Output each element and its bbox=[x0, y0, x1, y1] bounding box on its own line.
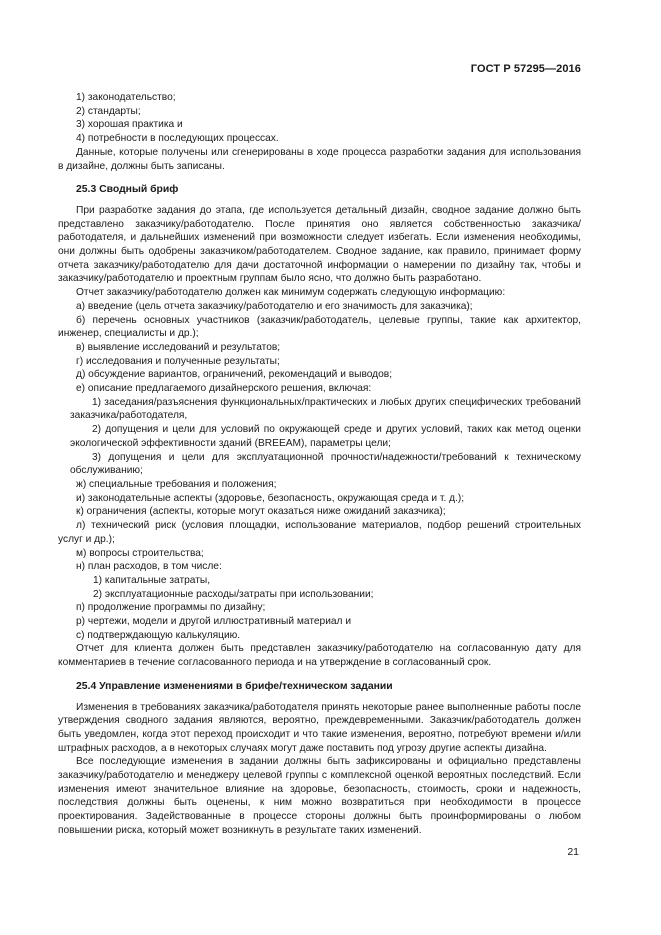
sub-list-item: 2) допущения и цели для условий по окружающей среде и других условий, таких как метод оценки экологической эффективности зданий (BREEAM), параметры цели; bbox=[70, 424, 581, 449]
list-item: м) вопросы строительства; bbox=[76, 547, 204, 559]
list-item: п) продолжение программы по дизайну; bbox=[76, 602, 266, 614]
sub-list-item: 2) эксплуатационные расходы/затраты при использовании; bbox=[93, 588, 374, 600]
paragraph: При разработке задания до этапа, где используется детальный дизайн, сводное задание должно быть представлено заказчику/работодателю. После принятия оно является собственностью заказчика/работодателя, и дальнейших изменений при возможности следует избегать. Если изменения необходимы, они должны быть одобрены заказчиком/работодателем. Сводное задание, как правило, принимает форму отчета заказчику/работодателю для дачи достаточной информации о намерении по дизайну так, чтобы и заказчику/работодателю и проектным группам было ясно, что должно быть разработано. bbox=[58, 204, 581, 285]
list-item: н) план расходов, в том числе: bbox=[76, 561, 222, 573]
page-number: 21 bbox=[567, 846, 579, 858]
page-content bbox=[58, 91, 581, 838]
standard-code: ГОСТ Р 57295—2016 bbox=[470, 63, 581, 75]
section-heading-25-3: 25.3 Сводный бриф bbox=[76, 184, 179, 196]
section-heading-25-4: 25.4 Управление изменениями в брифе/техническом задании bbox=[76, 680, 393, 692]
list-item: б) перечень основных участников (заказчик/работодатель, целевые группы, такие как архитектор, инженер, специалисты и др.); bbox=[58, 314, 581, 340]
list-item: ж) специальные требования и положения; bbox=[76, 478, 277, 490]
list-item: л) технический риск (условия площадки, использование материалов, подбор решений строительных услуг и др.); bbox=[58, 520, 581, 545]
list-item: г) исследования и полученные результаты; bbox=[76, 355, 280, 367]
list-item: 3) хорошая практика и bbox=[76, 119, 183, 131]
paragraph: Все последующие изменения в задании должны быть зафиксированы и официально представлены заказчику/работодателю и менеджеру целевой группы с комплексной оценкой вероятных последствий. Если изменения имеют значительное влияние на здоровье, безопасность, стоимость, сроки и надежность, последствия должны быть оценены, к ним можно возвратиться при необходимости в процессе проектирования. Задействованные в процессе стороны должны быть проинформированы о любом повышении риска, который может возникнуть в результате таких изменений. bbox=[58, 756, 581, 836]
list-item: в) выявление исследований и результатов; bbox=[76, 341, 281, 353]
list-item: р) чертежи, модели и другой иллюстративный материал и bbox=[76, 616, 352, 628]
list-item: 1) законодательство; bbox=[76, 92, 176, 103]
paragraph: Отчет для клиента должен быть представлен заказчику/работодателю на согласованную дату для комментариев в течение согласованного периода и на утверждение в согласованный срок. bbox=[58, 643, 581, 669]
list-item: е) описание предлагаемого дизайнерского решения, включая: bbox=[76, 383, 372, 395]
sub-list-item: 1) заседания/разъяснения функциональных/практических и любых других специфических требований заказчика/работодателя, bbox=[70, 396, 581, 422]
list-item: 4) потребности в последующих процессах. bbox=[76, 133, 279, 145]
list-item: с) подтверждающую калькуляцию. bbox=[76, 629, 241, 641]
paragraph: Изменения в требованиях заказчика/работодателя принять некоторые ранее выполненные работы после утверждения сводного задания являются, вероятно, преждевременными. Заказчик/работодатель должен быть уведомлен, когда этот переход происходит и что такие изменения, вероятно, потребуют времени и/или штрафных расходов, а в некоторых случаях могут даже поставить под угрозу другие аспекты дизайна. bbox=[58, 701, 581, 754]
paragraph: Данные, которые получены или сгенерированы в ходе процесса разработки задания для использования в дизайне, должны быть записаны. bbox=[58, 146, 581, 172]
sub-list-item: 1) капитальные затраты, bbox=[93, 574, 211, 586]
paragraph: Отчет заказчику/работодателю должен как минимум содержать следующую информацию: bbox=[76, 287, 506, 299]
list-item: 2) стандарты; bbox=[76, 105, 141, 117]
list-item: д) обсуждение вариантов, ограничений, рекомендаций и выводов; bbox=[76, 369, 393, 381]
list-item: а) введение (цель отчета заказчику/работодателю и его значимость для заказчика); bbox=[76, 300, 473, 312]
list-item: и) законодательные аспекты (здоровье, безопасность, окружающая среда и т. д.); bbox=[76, 492, 465, 504]
list-item: к) ограничения (аспекты, которые могут оказаться ниже ожиданий заказчика); bbox=[76, 506, 446, 518]
sub-list-item: 3) допущения и цели для эксплуатационной прочности/надежности/требований к техническому обслуживанию; bbox=[70, 451, 581, 477]
